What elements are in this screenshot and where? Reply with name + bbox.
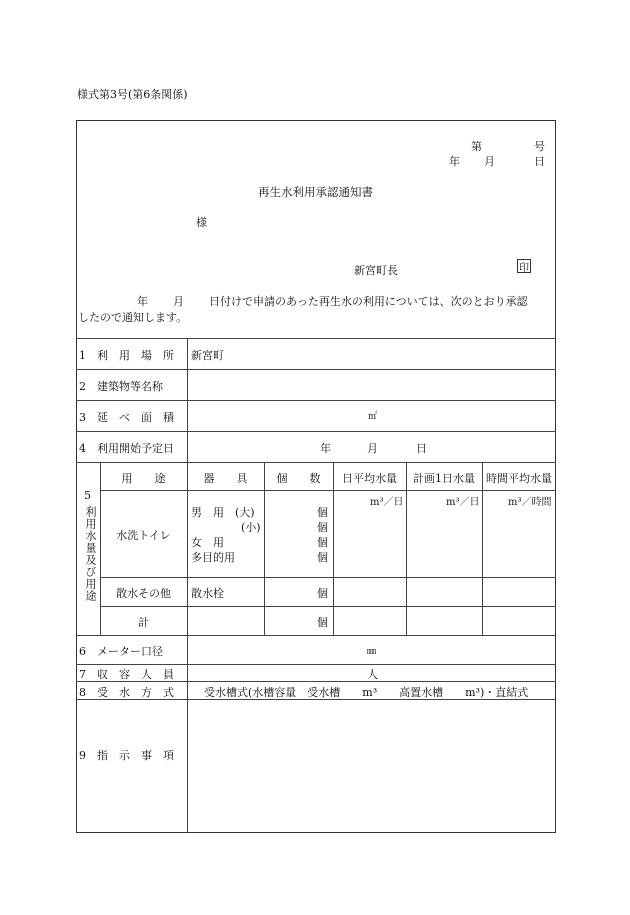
- row4-tsuki: 月: [367, 442, 378, 455]
- row8-value: 受水槽式(水槽容量 受水槽 m³ 高置水槽 m³)・直結式: [204, 686, 529, 699]
- total-count-unit: 個: [317, 616, 328, 629]
- fixture-multipurpose: 多目的用: [191, 551, 235, 564]
- date-tsuki: 月: [484, 155, 495, 168]
- issuer-name: 新宮町長: [354, 264, 398, 277]
- body-nen: 年: [137, 295, 148, 308]
- row3-unit: ㎡: [368, 412, 378, 422]
- daily-average-unit: m³／日: [370, 497, 404, 508]
- planned-daily-unit: m³／日: [446, 497, 480, 508]
- row2-label: 2 建築物等名称: [79, 380, 163, 393]
- count-unit: 個: [317, 506, 328, 519]
- row7-label: 7 収 容 人 員: [79, 668, 174, 681]
- rule: [100, 462, 101, 635]
- total-label: 計: [138, 616, 149, 629]
- fixture-male-small: (小): [241, 521, 261, 534]
- row1-label: 1 利 用 場 所: [79, 349, 174, 362]
- count-unit: 個: [317, 536, 328, 549]
- row4-label: 4 利用開始予定日: [79, 442, 174, 455]
- toilet-purpose: 水洗トイレ: [116, 529, 171, 542]
- sprinkle-purpose: 散水その他: [116, 587, 171, 600]
- rule: [406, 462, 407, 635]
- sprinkle-count-unit: 個: [317, 587, 328, 600]
- row5-label: 利用水量及び用途: [84, 506, 97, 602]
- hourly-average-unit: m³／時間: [508, 497, 552, 508]
- sprinkle-fixture: 散水栓: [191, 587, 224, 600]
- seal-stamp: 印: [517, 259, 531, 273]
- document-title: 再生水利用承認通知書: [258, 185, 373, 199]
- date-nen: 年: [449, 155, 460, 168]
- fixture-female: 女 用: [191, 536, 224, 549]
- row6-label: 6 メーター口径: [79, 645, 163, 658]
- rule: [333, 462, 334, 635]
- row7-unit: 人: [367, 668, 378, 681]
- number-dai: 第: [471, 140, 482, 153]
- form-number: 様式第3号(第6条関係): [77, 88, 188, 101]
- row6-unit: ㎜: [367, 647, 377, 657]
- header-hourly-average: 時間平均水量: [486, 472, 552, 485]
- header-fixture: 器 具: [203, 472, 248, 485]
- rule: [76, 338, 556, 339]
- row1-value: 新宮町: [191, 349, 224, 362]
- addressee-sama: 様: [196, 216, 207, 229]
- body-text-line2: したので通知します。: [78, 311, 188, 324]
- rule: [187, 338, 188, 833]
- rule: [76, 635, 556, 636]
- row3-label: 3 延 べ 面 積: [79, 411, 174, 424]
- rule: [100, 490, 556, 491]
- row4-hi: 日: [416, 442, 427, 455]
- rule: [76, 400, 556, 401]
- count-unit: 個: [317, 521, 328, 534]
- row4-nen: 年: [320, 442, 331, 455]
- header-purpose: 用 途: [121, 472, 166, 485]
- date-hi: 日: [534, 155, 545, 168]
- rule: [264, 462, 265, 635]
- row5-number: 5: [84, 489, 91, 502]
- body-tsuki: 月: [173, 295, 184, 308]
- header-daily-average: 日平均水量: [342, 472, 397, 485]
- rule: [76, 664, 556, 665]
- header-planned-daily: 計画1日水量: [413, 472, 475, 485]
- rule: [482, 462, 483, 635]
- rule: [76, 431, 556, 432]
- rule: [100, 606, 556, 607]
- rule: [100, 577, 556, 578]
- count-unit: 個: [317, 551, 328, 564]
- row8-label: 8 受 水 方 式: [79, 686, 174, 699]
- rule: [76, 369, 556, 370]
- header-count: 個 数: [276, 472, 321, 485]
- fixture-male-large: 男 用 (大): [191, 506, 255, 519]
- body-text-line1: 日付けで申請のあった再生水の利用については、次のとおり承認: [209, 295, 528, 308]
- row9-label: 9 指 示 事 項: [79, 749, 174, 762]
- rule: [76, 462, 556, 463]
- number-go: 号: [534, 140, 545, 153]
